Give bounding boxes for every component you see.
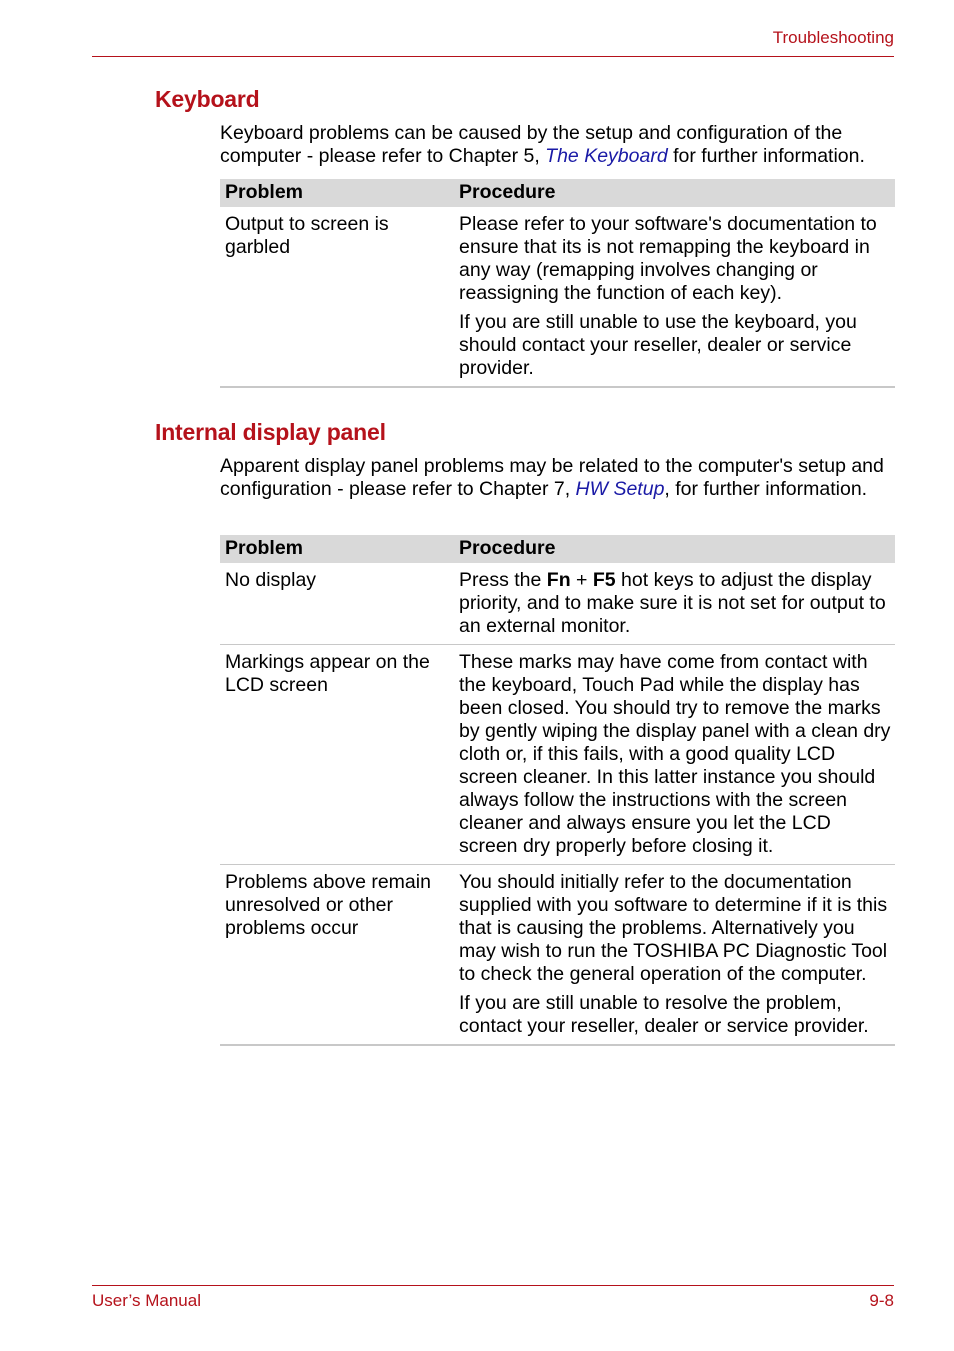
procedure-cell — [454, 645, 895, 865]
table-row — [220, 563, 895, 645]
procedure-paragraph: If you are still unable to resolve the problem, contact your reseller, dealer or service provider. — [459, 992, 869, 1037]
problem-cell: Output to screen is garbled — [220, 207, 454, 387]
display-table — [220, 535, 895, 1046]
procedure-cell — [454, 563, 895, 645]
table-header-row — [220, 179, 895, 207]
display-intro-tail: , for further information. — [664, 478, 868, 500]
page-number: 9-8 — [869, 1291, 894, 1310]
section-heading-keyboard: Keyboard — [155, 86, 260, 112]
footer-rule — [92, 1285, 894, 1286]
display-intro — [220, 455, 900, 501]
table-row — [220, 865, 895, 1046]
procedure-text: hot keys to adjust the display priority, and to make sure it is not set for output to an external monitor. — [459, 569, 886, 637]
keyboard-table — [220, 179, 895, 388]
column-header-procedure: Procedure — [454, 535, 895, 563]
problem-cell: Problems above remain unresolved or other problems occur — [220, 865, 454, 1046]
procedure-cell — [454, 865, 895, 1046]
procedure-paragraph: These marks may have come from contact with the keyboard, Touch Pad while the display has been closed. You should try to remove the marks by gently wiping the display panel with a clean dry cloth or, if this fails, with a good quality LCD screen cleaner. In this latter instance you should always follow the instructions with the screen cleaner and always ensure you let the LCD screen dry properly before closing it. — [459, 651, 891, 857]
procedure-text: + — [570, 569, 593, 591]
key-f5: F5 — [592, 569, 616, 591]
procedure-paragraph: Please refer to your software's documentation to ensure that its is not remapping the keyboard in any way (remapping involves changing or reassigning the function of each key). — [459, 213, 877, 304]
display-intro-text: Apparent display panel problems may be related to the computer's setup and configuration - please refer to Chapter 7, — [220, 455, 884, 500]
chapter-link-keyboard[interactable]: The Keyboard — [545, 145, 668, 167]
column-header-problem: Problem — [220, 179, 454, 207]
problem-cell: Markings appear on the LCD screen — [220, 645, 454, 865]
column-header-problem: Problem — [220, 535, 454, 563]
keyboard-intro-tail: for further information. — [667, 145, 865, 167]
procedure-paragraph — [459, 569, 891, 638]
running-head: Troubleshooting — [772, 28, 894, 47]
key-fn: Fn — [546, 569, 571, 591]
keyboard-intro — [220, 122, 900, 168]
header-rule — [92, 56, 894, 57]
procedure-paragraph: If you are still unable to use the keyboard, you should contact your reseller, dealer or service provider. — [459, 311, 857, 379]
section-heading-display: Internal display panel — [155, 419, 386, 445]
table-row — [220, 645, 895, 865]
footer-manual-title: User’s Manual — [92, 1291, 201, 1310]
chapter-link-hw-setup[interactable]: HW Setup — [575, 478, 665, 500]
procedure-text: Press the — [459, 569, 547, 591]
keyboard-intro-text: Keyboard problems can be caused by the setup and configuration of the computer - please refer to Chapter 5, — [220, 122, 843, 167]
procedure-paragraph: You should initially refer to the documentation supplied with you software to determine if it is this that is causing the problems. Alternatively you may wish to run the TOSHIBA PC Diagnostic Tool to check the general operation of the computer. — [459, 871, 888, 985]
problem-cell: No display — [220, 563, 454, 645]
column-header-procedure: Procedure — [454, 179, 895, 207]
table-row — [220, 207, 895, 387]
procedure-cell — [454, 207, 895, 387]
table-header-row — [220, 535, 895, 563]
